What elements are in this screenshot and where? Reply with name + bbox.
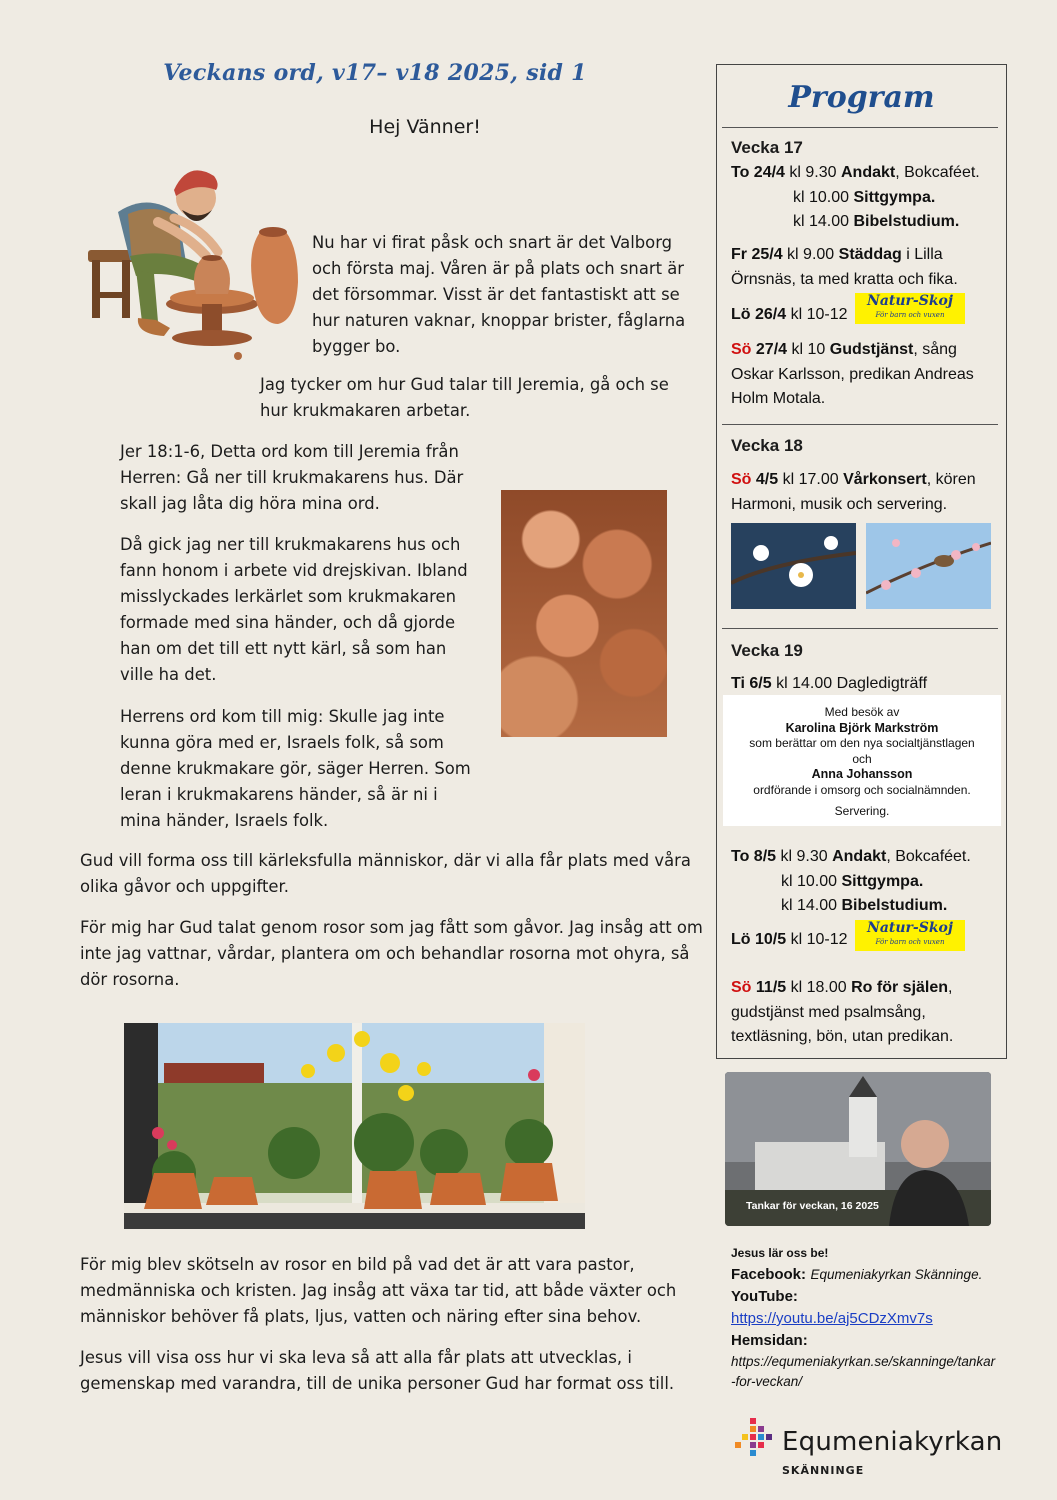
greeting: Hej Vänner! [369, 116, 481, 138]
paragraph-6: Jesus vill visa oss hur vi ska leva så att alla får plats att utvecklas, i gemenskap med varandra, till de unika personer Gud har format oss till. [80, 1348, 675, 1393]
links-intro: Jesus lär oss be! [731, 1246, 829, 1260]
roses-window-photo [124, 1023, 585, 1229]
youtube-link[interactable]: https://youtu.be/aj5CDzXmv7s [731, 1310, 933, 1327]
links-section: Jesus lär oss be! Facebook: Equmeniakyrkan Skänninge. YouTube: https://youtu.be/aj5CDzXmv7s Hemsidan: https://equmeniakyrkan.se/skanninge/tankar -for-veckan/ [731, 1246, 1031, 1392]
scripture-quote-2: Då gick jag ner till krukmakarens hus och fann honom i arbete vid drejskivan. Ibland misslyckades lerkärlet som krukmakaren formade med sina händer, och då gjorde han om det till ett nytt kärl, så som han ville ha det. [120, 535, 468, 684]
divider [722, 628, 998, 629]
scripture-quote-3: Herrens ord kom till mig: Skulle jag inte kunna göra med er, Israels folk, så som denne krukmakare gör, säger Herren. Som leran i krukmakarens händer, så är ni i mina händer, Israels folk. [120, 707, 471, 830]
page-title: Veckans ord, v17– v18 2025, sid 1 [163, 60, 587, 86]
website-link[interactable]: https://equmeniakyrkan.se/skanninge/tankar -for-veckan/ [731, 1354, 996, 1389]
video-caption: Tankar för veckan, 16 2025 [746, 1200, 879, 1212]
equmeniakyrkan-logo-icon [735, 1418, 777, 1460]
event-lo-10-5: Lö 10/5 kl 10-12 Natur-Skoj För barn och vuxen [731, 920, 993, 962]
natur-skoj-badge: Natur-Skoj För barn och vuxen [855, 293, 965, 324]
paragraph-1: Nu har vi firat påsk och snart är det Valborg och första maj. Våren är på plats och snart är det försommar. Visst är det fantastiskt att se hur naturen vaknar, knoppar brister, fåglarna bygger bo. [312, 233, 686, 356]
event-so-4-5: Sö 4/5 kl 17.00 Vårkonsert, kören Harmoni, musik och servering. [731, 471, 976, 513]
week-18-label: Vecka 18 [731, 436, 803, 455]
paragraph-3: Gud vill forma oss till kärleksfulla människor, där vi alla får plats med våra olika gåvor och uppgifter. [80, 851, 691, 896]
divider [722, 424, 998, 425]
event-fr-25-4: Fr 25/4 kl 9.00 Städdag i Lilla Örnsnäs, ta med kratta och fika. [731, 246, 958, 288]
event-ti-6-5: Ti 6/5 kl 14.00 Dagledigträff [731, 675, 928, 692]
natur-skoj-badge: Natur-Skoj För barn och vuxen [855, 920, 965, 951]
visitor-notice: Med besök av Karolina Björk Markström som berättar om den nya socialtjänstlagen och Anna Johansson ordförande i omsorg och socialnämnden. Servering. [723, 695, 1001, 826]
bird-blossom-photo [866, 523, 991, 609]
logo-wordmark: Equmeniakyrkan [782, 1427, 1003, 1457]
event-so-11-5: Sö 11/5 kl 18.00 Ro för själen, gudstjänst med psalmsång, textläsning, bön, utan predikan. [731, 979, 954, 1045]
event-to-24-4: To 24/4 kl 9.30 Andakt, Bokcaféet. kl 10.00 Sittgympa. kl 14.00 Bibelstudium. [731, 164, 980, 230]
clay-pots-photo [501, 490, 667, 737]
event-to-8-5: To 8/5 kl 9.30 Andakt, Bokcaféet. kl 10.00 Sittgympa. kl 14.00 Bibelstudium. [731, 848, 971, 914]
week-17-label: Vecka 17 [731, 138, 803, 157]
logo-subtitle: SKÄNNINGE [782, 1464, 865, 1477]
week-19-label: Vecka 19 [731, 641, 803, 660]
event-lo-26-4: Lö 26/4 kl 10-12 Natur-Skoj För barn och vuxen [731, 293, 993, 333]
potter-illustration [78, 152, 300, 364]
paragraph-4: För mig har Gud talat genom rosor som jag fått som gåvor. Jag insåg att om inte jag vattnar, vårdar, plantera om och behandlar rosorna mot ohyra, så dör rosorna. [80, 918, 703, 989]
scripture-quote-1: Jer 18:1-6, Detta ord kom till Jeremia från Herren: Gå ner till krukmakarens hus. Där skall jag låta dig höra mina ord. [120, 442, 464, 513]
paragraph-2: Jag tycker om hur Gud talar till Jeremia, gå och se hur krukmakaren arbetar. [260, 375, 669, 420]
program-title: Program [788, 80, 935, 115]
divider [722, 127, 998, 128]
facebook-link[interactable]: Equmeniakyrkan Skänninge. [810, 1267, 983, 1282]
event-so-27-4: Sö 27/4 kl 10 Gudstjänst, sång Oskar Karlsson, predikan Andreas Holm Motala. [731, 341, 974, 407]
paragraph-5: För mig blev skötseln av rosor en bild på vad det är att vara pastor, medmänniska och kristen. Jag insåg att växa tar tid, att både växter och människor behöver få plats, ljus, vatten och näring efter sina behov. [80, 1255, 677, 1326]
cherry-blossom-photo [731, 523, 856, 609]
